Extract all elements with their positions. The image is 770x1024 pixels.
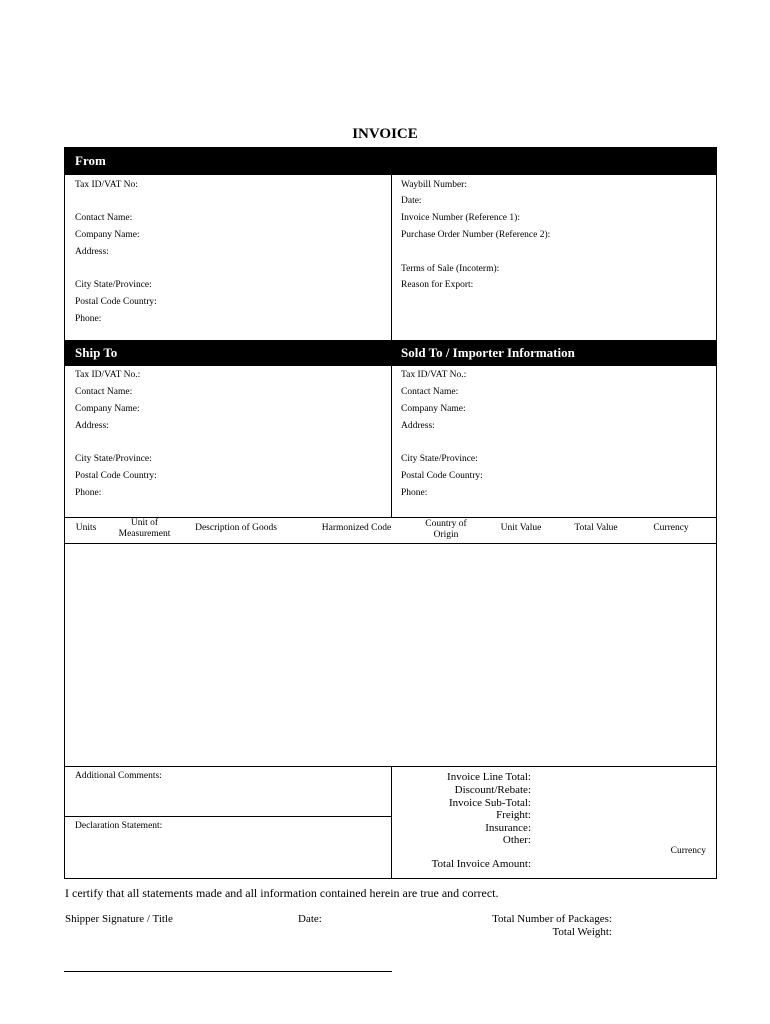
other-charges[interactable]: Other: bbox=[502, 834, 531, 846]
ship-sold-header-bar bbox=[65, 340, 716, 366]
invoice-line-total[interactable]: Invoice Line Total: bbox=[447, 771, 531, 783]
terms-of-sale[interactable]: Terms of Sale (Incoterm): bbox=[401, 264, 500, 274]
purchase-order-number[interactable]: Purchase Order Number (Reference 2): bbox=[401, 230, 551, 240]
col-origin-line2: Origin bbox=[433, 530, 459, 540]
sold-to-postal-country[interactable]: Postal Code Country: bbox=[401, 471, 483, 481]
col-currency: Currency bbox=[653, 523, 689, 533]
col-unit-value: Unit Value bbox=[500, 523, 542, 533]
reason-for-export[interactable]: Reason for Export: bbox=[401, 280, 474, 290]
ship-to-postal-country[interactable]: Postal Code Country: bbox=[75, 471, 157, 481]
from-postal-country[interactable]: Postal Code Country: bbox=[75, 297, 157, 307]
from-address[interactable]: Address: bbox=[75, 247, 109, 257]
sold-to-phone[interactable]: Phone: bbox=[401, 488, 428, 498]
invoice-title: INVOICE bbox=[352, 126, 418, 142]
sold-to-city-state[interactable]: City State/Province: bbox=[401, 454, 478, 464]
additional-comments[interactable]: Additional Comments: bbox=[75, 771, 162, 781]
ship-to-city-state[interactable]: City State/Province: bbox=[75, 454, 152, 464]
from-company-name[interactable]: Company Name: bbox=[75, 230, 140, 240]
sold-to-contact-name[interactable]: Contact Name: bbox=[401, 387, 459, 397]
from-tax-id[interactable]: Tax ID/VAT No: bbox=[75, 180, 138, 190]
from-header-bar bbox=[65, 148, 716, 175]
sold-to-address[interactable]: Address: bbox=[401, 421, 435, 431]
insurance[interactable]: Insurance: bbox=[485, 822, 531, 834]
signature-date: Date: bbox=[298, 913, 322, 925]
invoice-number[interactable]: Invoice Number (Reference 1): bbox=[401, 213, 520, 223]
certification-statement: I certify that all statements made and all information contained herein are true and correct. bbox=[65, 886, 499, 900]
ship-to-tax-id[interactable]: Tax ID/VAT No.: bbox=[75, 370, 141, 380]
declaration-statement[interactable]: Declaration Statement: bbox=[75, 821, 163, 831]
comments-separator bbox=[65, 816, 391, 817]
from-divider bbox=[391, 175, 392, 340]
ship-to-company-name[interactable]: Company Name: bbox=[75, 404, 140, 414]
col-unit-of-measurement bbox=[107, 518, 182, 540]
comments-divider bbox=[391, 766, 392, 878]
total-invoice-amount[interactable]: Total Invoice Amount: bbox=[431, 858, 531, 870]
ship-to-header: Ship To bbox=[75, 345, 118, 360]
from-header: From bbox=[75, 153, 106, 168]
ship-to-phone[interactable]: Phone: bbox=[75, 488, 102, 498]
ship-to-address[interactable]: Address: bbox=[75, 421, 109, 431]
signature-line[interactable] bbox=[64, 971, 392, 972]
from-city-state[interactable]: City State/Province: bbox=[75, 280, 152, 290]
col-harmonized-code: Harmonized Code bbox=[321, 523, 392, 533]
invoice-form bbox=[64, 147, 717, 879]
total-weight: Total Weight: bbox=[552, 926, 612, 938]
from-phone[interactable]: Phone: bbox=[75, 314, 102, 324]
col-origin-line1: Country of bbox=[425, 519, 467, 529]
sold-to-company-name[interactable]: Company Name: bbox=[401, 404, 466, 414]
shipper-signature-title: Shipper Signature / Title bbox=[65, 913, 173, 925]
col-total-value: Total Value bbox=[574, 523, 618, 533]
invoice-date[interactable]: Date: bbox=[401, 196, 422, 206]
sold-to-header: Sold To / Importer Information bbox=[401, 345, 575, 360]
col-uom-line2: Measurement bbox=[118, 529, 171, 539]
waybill-number[interactable]: Waybill Number: bbox=[401, 180, 467, 190]
col-description: Description of Goods bbox=[195, 523, 277, 533]
from-contact-name[interactable]: Contact Name: bbox=[75, 213, 133, 223]
total-number-of-packages: Total Number of Packages: bbox=[492, 913, 612, 925]
col-units: Units bbox=[75, 523, 97, 533]
sold-to-tax-id[interactable]: Tax ID/VAT No.: bbox=[401, 370, 467, 380]
totals-currency[interactable]: Currency bbox=[670, 846, 706, 856]
col-uom-line1: Unit of bbox=[130, 518, 159, 528]
freight[interactable]: Freight: bbox=[496, 809, 531, 821]
invoice-sub-total[interactable]: Invoice Sub-Total: bbox=[448, 797, 531, 809]
ship-sold-divider bbox=[391, 366, 392, 517]
col-country-of-origin bbox=[410, 519, 482, 541]
ship-to-contact-name[interactable]: Contact Name: bbox=[75, 387, 133, 397]
goods-line-items-area[interactable] bbox=[65, 544, 716, 766]
discount-rebate[interactable]: Discount/Rebate: bbox=[454, 784, 531, 796]
